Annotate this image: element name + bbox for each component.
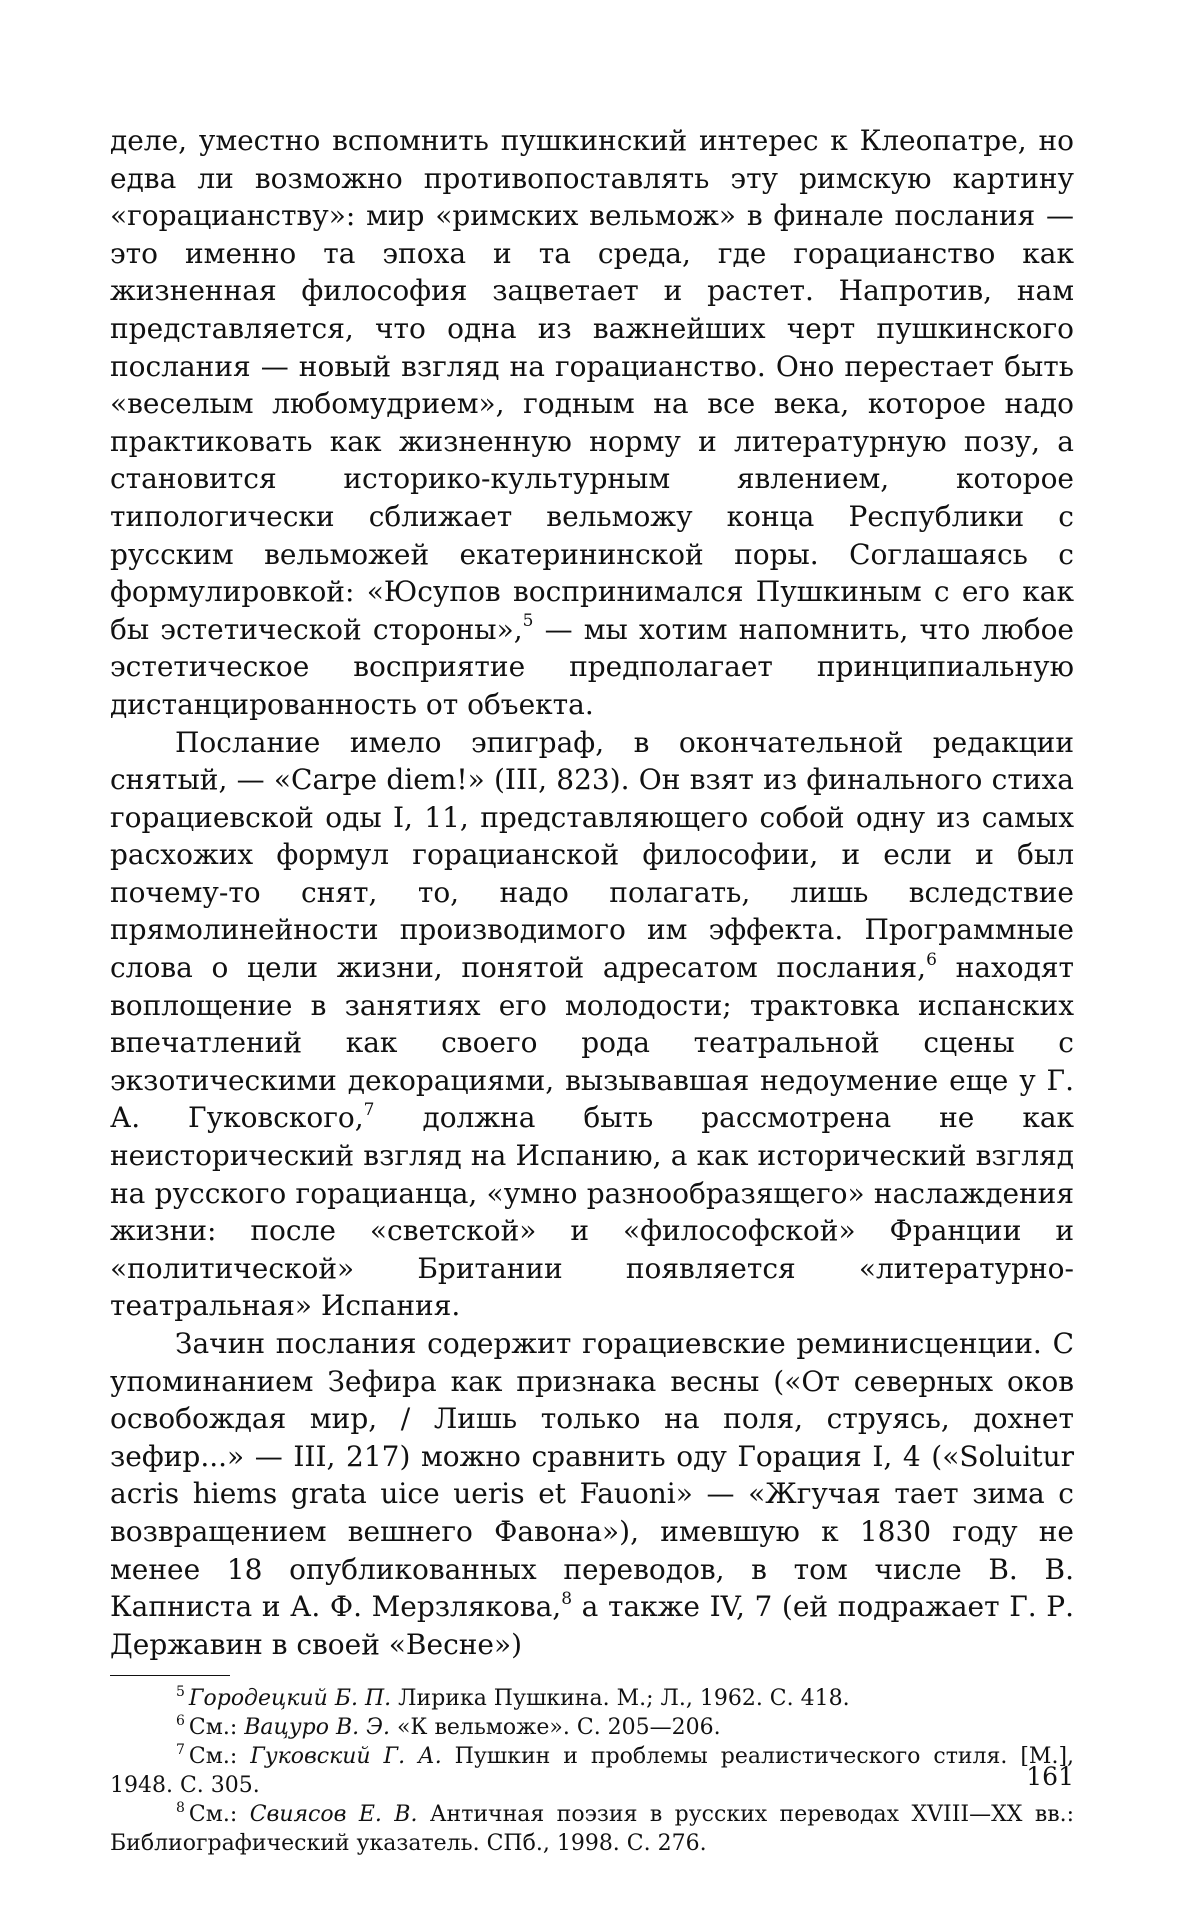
footnote-text: Пушкин и проблемы реалистического стиля. [М.], 1948. С. 305. [110, 1744, 1075, 1799]
paragraph-3-text-a: Зачин послания содержит горациевские реминисценции. С упоминанием Зефира как признака весны («От северных оков освобождая мир, / Лишь только на поля, струясь, дохнет зефир...» — III, 217) можно сравнить оду Горация I, 4 («Soluitur acris hiems grata uice ueris et Fauoni» — «Жгучая тает зима с возвращением вешнего Фавона»), имевшую к 1830 году не менее 18 опубликованных переводов, в том числе В. В. Капниста и А. Ф. Мерзлякова, [110, 1327, 1074, 1624]
paragraph-1-text-b: — мы хотим напомнить, что любое эстетическое восприятие предполагает принципиальную дистанцированность от объекта. [110, 612, 1075, 721]
footnote-author: Гуковский Г. А. [250, 1744, 442, 1770]
footnote-number: 7 [176, 1742, 185, 1759]
footnote-text: Античная поэзия в русских переводах XVIII—XX вв.: Библиографический указатель. СПб., 1998. С. 276. [110, 1802, 1074, 1857]
footnote-ref-6[interactable]: 6 [926, 949, 937, 970]
footnote-ref-5[interactable]: 5 [522, 611, 534, 632]
footnote-5 [110, 1684, 1074, 1713]
paragraph-2-text-b: находят воплощение в занятиях его молодости; трактовка испанских впечатлений как своего рода театральной сцены с экзотическими декорациями, вызывавшая недоумение еще у Г. А. Гуковского, [110, 951, 1074, 1135]
footnote-divider [110, 1675, 230, 1676]
footnote-author: Вацуро В. Э. [244, 1715, 390, 1741]
footnote-7 [110, 1742, 1074, 1800]
footnote-number: 5 [176, 1684, 185, 1701]
page-content [110, 122, 1074, 1858]
footnote-author: Свиясов Е. В. [249, 1802, 418, 1828]
footnote-number: 8 [176, 1800, 185, 1817]
paragraph-1-text-a: деле, уместно вспомнить пушкинский интерес к Клеопатре, но едва ли возможно противопоставлять эту римскую картину «горацианству»: мир «римских вельмож» в финале послания — это именно та эпоха и та среда, где горацианство как жизненная философия зацветает и растет. Напротив, нам представляется, что одна из важнейших черт пушкинского послания — новый взгляд на горацианство. Оно перестает быть «веселым любомудрием», годным на все века, которое надо практиковать как жизненную норму и литературную позу, а становится историко-культурным явлением, которое типологически сближает вельможу конца Республики с русским вельможей екатерининской поры. Соглашаясь с формулировкой: «Юсупов воспринимался Пушкиным с его как бы эстетической стороны», [110, 124, 1074, 646]
footnote-number: 6 [176, 1713, 185, 1730]
paragraph-2-text-a: Послание имело эпиграф, в окончательной редакции снятый, — «Carpe diem!» (III, 823). Он взят из финального стиха горациевской оды I, 11, представляющего собой одну из самых расхожих формул горацианской философии, и если и был почему-то снят, то, надо полагать, лишь вследствие прямолинейности производимого им эффекта. Программные слова о цели жизни, понятой адресатом послания, [110, 725, 1074, 985]
footnote-8 [110, 1800, 1074, 1858]
paragraph-1 [110, 122, 1074, 724]
footnote-prefix: См.: [188, 1802, 250, 1828]
footnote-prefix: См.: [188, 1715, 245, 1741]
footnote-6 [110, 1713, 1074, 1742]
footnote-text: «К вельможе». С. 205—206. [389, 1715, 721, 1741]
paragraph-2 [110, 724, 1074, 1326]
paragraph-3 [110, 1325, 1074, 1663]
footnote-text: Лирика Пушкина. М.; Л., 1962. С. 418. [391, 1686, 850, 1712]
footnote-ref-7[interactable]: 7 [363, 1100, 375, 1121]
footnote-prefix: См.: [188, 1744, 251, 1770]
paragraph-2-text-c: должна быть рассмотрена не как неисторический взгляд на Испанию, а как исторический взгляд на русского горацианца, «умно разнообразящего» наслаждения жизни: после «светской» и «философской» Франции и «политической» Британии появляется «литературно-театральная» Испания. [110, 1101, 1075, 1323]
footnotes [110, 1684, 1074, 1858]
page-number: 161 [1026, 1762, 1074, 1791]
footnote-ref-8[interactable]: 8 [561, 1588, 573, 1609]
footnote-author: Городецкий Б. П. [188, 1686, 392, 1712]
paragraph-3-text-b: а также IV, 7 (ей подражает Г. Р. Державин в своей «Весне») [110, 1590, 1075, 1661]
